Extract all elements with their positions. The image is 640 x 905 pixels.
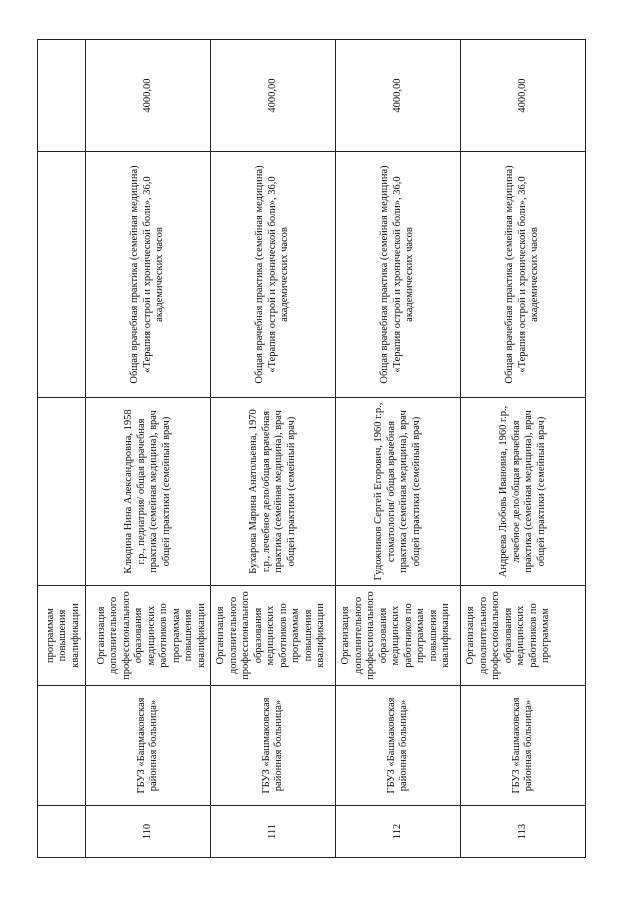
person-cell (38, 398, 86, 586)
continuation-row (38, 40, 86, 858)
document-page (37, 40, 552, 858)
course-cell (38, 152, 86, 398)
row-number: 113 (461, 806, 586, 858)
organization-type: Организация дополнительного профессионального образования медицинских работников по программам повышения квалификации (211, 586, 336, 686)
row-number: 110 (86, 806, 211, 858)
organization-type: Организация дополнительного профессионального образования медицинских работников по программам (461, 586, 586, 686)
amount-cell (38, 40, 86, 152)
hospital-name: ГБУЗ «Бащмаковская районная больница» (86, 686, 211, 806)
person-details: Андреева Любовь Ивановна, 1960 г.р., лечебное дело/общая врачебная практика (семейная медицина), врач общей практики (семейный врач) (461, 398, 586, 586)
person-details: Клюдина Нина Александровна, 1958 г.р., педиатрия/ общая врачебная практика (семейная медицина), врач общей практики (семейный врач) (86, 398, 211, 586)
course-details: Общая врачебная практика (семейная медицина) «Терапия острой и хронической боли», 36,0 академических часов (86, 152, 211, 398)
hospital-name: ГБУЗ «Башмаковская районная больница» (336, 686, 461, 806)
table-row (461, 40, 586, 858)
amount: 4000,00 (211, 40, 336, 152)
org-continuation-cell: программам повышения квалификации (38, 586, 86, 686)
course-details: Общая врачебная практика (семейная медицина) «Терапия острой и хронической боли», 36,0 академических часов (211, 152, 336, 398)
table-row (211, 40, 336, 858)
hospital-cell (38, 686, 86, 806)
amount: 4000,00 (86, 40, 211, 152)
amount: 4000,00 (336, 40, 461, 152)
organization-type: Организация дополнительного профессионального образования медицинских работников по программам повышения квалификации (86, 586, 211, 686)
amount: 4000,00 (461, 40, 586, 152)
person-details: Бухарова Марина Анатольевна, 1970 г.р., лечебное дело/общая врачебная практика (семейная медицина), врач общей практики (семейный врач) (211, 398, 336, 586)
row-number: 112 (336, 806, 461, 858)
organization-type: Организация дополнительного профессионального образования медицинских работников по программам повышения квалификации (336, 586, 461, 686)
person-details: Гудожников Сергей Егорович, 1960 г.р., стоматология/ общая врачебная практика (семейная медицина), врач общей практики (семейный врач) (336, 398, 461, 586)
hospital-name: ГБУЗ «Башмаковская районная больница» (461, 686, 586, 806)
num-cell (38, 806, 86, 858)
course-details: Общая врачебная практика (семейная медицина) «Терапия острой и хронической боли», 36,0 академических часов (461, 152, 586, 398)
hospital-name: ГБУЗ «Башмаковская районная больница» (211, 686, 336, 806)
row-number: 111 (211, 806, 336, 858)
course-details: Общая врачебная практика (семейная медицина) «Терапия острой и хронической боли», 36,0 академических часов (336, 152, 461, 398)
table-row (86, 40, 211, 858)
training-table (37, 39, 586, 858)
table-row (336, 40, 461, 858)
